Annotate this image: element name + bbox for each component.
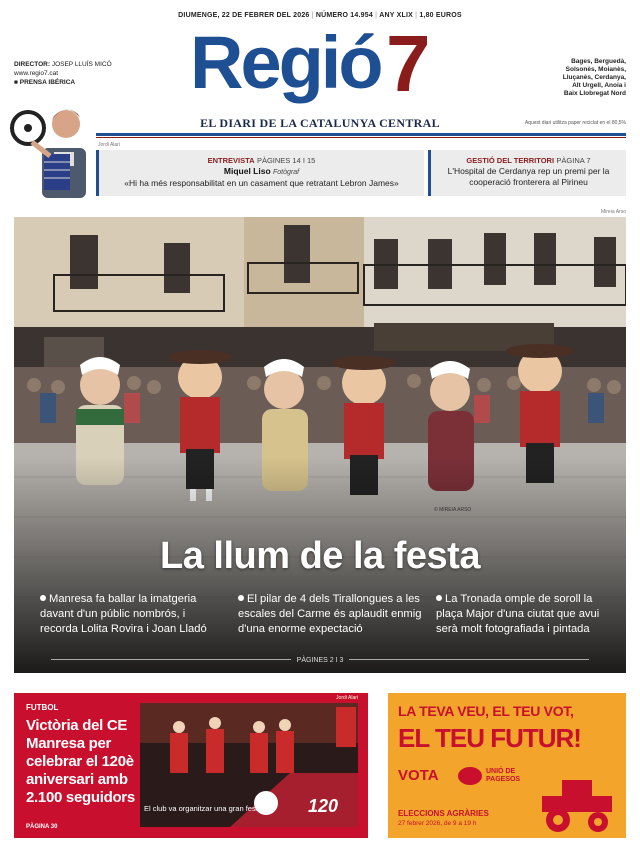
dateline bbox=[0, 12, 640, 19]
ad-union: UNIÓ DE PAGESOS bbox=[486, 768, 521, 783]
teaser-role: Fotògraf bbox=[273, 169, 300, 176]
region-line: Lluçanès, Cerdanya, bbox=[562, 74, 626, 81]
masthead-rule-thin bbox=[96, 137, 626, 138]
hero-top-credit: Mireia Arso bbox=[600, 209, 626, 215]
director-name: JOSEP LLUÍS MICÓ bbox=[51, 61, 112, 68]
photographer-photo[interactable] bbox=[8, 90, 98, 198]
hero-bullet: El pilar de 4 dels Tirallongues a les escales del Carme és aplaudit enmig d'una enorme expectació bbox=[238, 593, 422, 635]
regions-list bbox=[506, 58, 626, 98]
hero-bullets bbox=[40, 592, 620, 637]
sports-story[interactable] bbox=[14, 693, 368, 838]
teaser-name: Miquel Liso bbox=[223, 166, 271, 176]
sports-credit: Jordi Alari bbox=[336, 695, 358, 701]
interview-teaser[interactable] bbox=[96, 150, 424, 196]
ad-line-1: LA TEVA VEU, EL TEU VOT, bbox=[398, 703, 574, 719]
sports-label: FUTBOL bbox=[26, 703, 59, 712]
tagline: EL DIARI DE LA CATALUNYA CENTRAL bbox=[200, 116, 440, 130]
masthead-logo[interactable] bbox=[190, 19, 450, 114]
teaser-credit: Jordi Alari bbox=[98, 142, 120, 148]
union-logo-icon bbox=[458, 767, 482, 785]
union-ad[interactable] bbox=[388, 693, 626, 838]
teaser-kicker: ENTREVISTA bbox=[207, 156, 255, 165]
sports-photo-caption: El club va organitzar una gran festa bbox=[144, 804, 262, 813]
ad-date: 27 febrer 2026, de 9 a 19 h bbox=[398, 820, 477, 827]
region-line: Bages, Berguedà, bbox=[571, 58, 626, 65]
teaser-pages: PÀGINES 14 I 15 bbox=[256, 156, 316, 165]
issue-number: | NÚMERO 14.954 bbox=[312, 12, 373, 19]
ad-line-2: EL TEU FUTUR! bbox=[398, 723, 581, 753]
hero-bullet: Manresa fa ballar la imatgeria davant d'un públic nombrós, i recorda Lolita Rovira i Joan Lladó bbox=[40, 593, 207, 635]
paper-note: Aquest diari utilitza paper reciclat en el 80,5% bbox=[524, 120, 626, 126]
tractor-icon bbox=[532, 770, 622, 834]
hero-pages-ref: PÀGINES 2 I 3 bbox=[14, 657, 626, 664]
ad-elections: ELECCIONS AGRÀRIES bbox=[398, 809, 489, 818]
hero-headline: La llum de la festa bbox=[160, 535, 480, 577]
director-label: DIRECTOR: bbox=[14, 61, 50, 68]
region-line: Solsonès, Moianès, bbox=[565, 66, 626, 73]
sports-photo bbox=[140, 703, 358, 827]
website-link[interactable]: www.regio7.cat bbox=[14, 70, 59, 77]
price: | 1,80 EUROS bbox=[415, 12, 462, 19]
sports-page-ref: PÀGINA 30 bbox=[26, 824, 58, 830]
territory-teaser[interactable] bbox=[428, 150, 626, 196]
hero-photo-credit: © MIREIA ARSO bbox=[434, 507, 472, 513]
teaser-pages: PÀGINA 7 bbox=[556, 156, 591, 165]
teaser-kicker: GESTIÓ DEL TERRITORI bbox=[466, 156, 555, 165]
region-line: Alt Urgell, Anoia i bbox=[572, 82, 626, 89]
year-number: | ANY XLIX bbox=[375, 12, 413, 19]
teaser-quote: «Hi ha més responsabilitat en un casament que retratant Lebron James» bbox=[124, 178, 399, 188]
group-name: ■ PRENSA IBÉRICA bbox=[14, 79, 76, 86]
masthead-rule bbox=[96, 133, 626, 136]
logo-word: Regió bbox=[190, 21, 381, 104]
hero-bullet: La Tronada omple de soroll la plaça Major d'una ciutat que avui serà molt fotografiada i pintada bbox=[436, 593, 600, 635]
ad-vote: VOTA bbox=[398, 767, 439, 784]
teaser-text: L'Hospital de Cerdanya rep un premi per la cooperació fronterera al Pirineu bbox=[447, 166, 610, 187]
masthead-left-info bbox=[14, 60, 124, 87]
sports-headline: Victòria del CE Manresa per celebrar el 120è aniversari amb 2.100 seguidors bbox=[26, 717, 135, 806]
region-line: Baix Llobregat Nord bbox=[563, 90, 626, 97]
anniversary-banner: 120 bbox=[307, 796, 338, 816]
date-text: DIUMENGE, 22 DE FEBRER DEL 2026 bbox=[178, 12, 310, 19]
logo-number: 7 bbox=[386, 19, 431, 108]
hero-story[interactable] bbox=[14, 217, 626, 673]
